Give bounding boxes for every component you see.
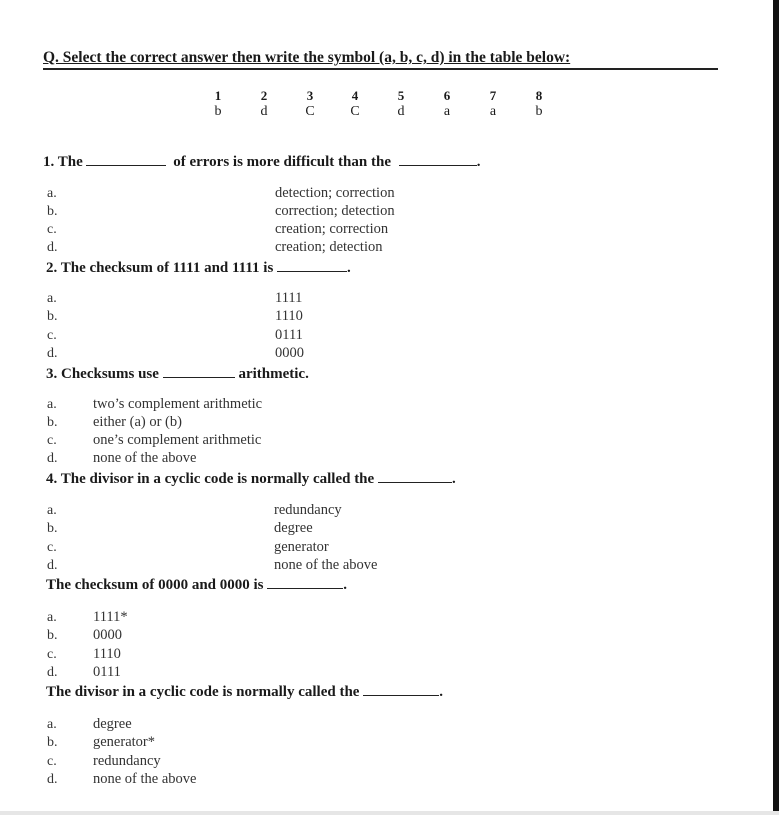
option-text: one’s complement arithmetic (93, 432, 262, 448)
option-label: d. (47, 772, 58, 787)
option-text: degree (274, 520, 313, 536)
answer-table-number: 5 (397, 88, 405, 103)
answer-table-answer: C (305, 104, 315, 119)
option-text: degree (93, 716, 132, 732)
option-label: c. (47, 328, 57, 343)
option-text: correction; detection (275, 203, 395, 219)
option-label: d. (47, 240, 58, 255)
answer-table-number: 4 (351, 88, 359, 103)
answer-table-answer: b (214, 104, 222, 119)
question-text: . (476, 154, 481, 170)
option-label: b. (47, 415, 58, 430)
question-text: The divisor in a cyclic code is normally called the (46, 684, 360, 700)
option-label: b. (47, 735, 58, 750)
option-label: a. (47, 503, 57, 518)
option-text: creation; correction (275, 221, 389, 237)
option-label: b. (47, 628, 58, 643)
answer-table-answer: d (260, 104, 268, 119)
option-label: a. (47, 186, 57, 201)
option-text: 1110 (93, 646, 121, 662)
option-text: 0000 (275, 345, 304, 361)
page-bottom-shade (0, 811, 779, 815)
option-label: b. (47, 204, 58, 219)
question-text: . (343, 577, 348, 593)
option-label: d. (47, 346, 58, 361)
question-text: 4. The divisor in a cyclic code is normally called the (46, 471, 375, 487)
question-5 (46, 576, 347, 594)
option-label: c. (47, 754, 57, 769)
option-text: redundancy (274, 502, 342, 518)
option-text: 0111 (93, 664, 121, 680)
option-text: 1111* (93, 609, 128, 625)
option-text: either (a) or (b) (93, 414, 182, 430)
question-text: . (451, 471, 456, 487)
option-label: c. (47, 540, 57, 555)
answer-blank (86, 153, 166, 166)
option-label: d. (47, 451, 58, 466)
option-text: two’s complement arithmetic (93, 396, 263, 412)
question-3 (46, 365, 309, 383)
answer-table-number: 6 (443, 88, 451, 103)
answer-table-answer: b (535, 104, 543, 119)
option-label: c. (47, 647, 57, 662)
question-4 (46, 470, 456, 488)
question-text: 1. The (43, 154, 83, 170)
option-text: 1111 (275, 290, 303, 306)
option-label: a. (47, 291, 57, 306)
answer-table-number: 7 (489, 88, 497, 103)
option-text: 0111 (275, 327, 303, 343)
answer-table-number: 3 (306, 88, 314, 103)
option-text: generator (274, 539, 329, 555)
question-text: 2. The checksum of 1111 and 1111 is (46, 260, 274, 276)
answer-blank (363, 683, 439, 696)
option-label: a. (47, 717, 57, 732)
question-1 (43, 153, 480, 171)
instructions-header: Q. Select the correct answer then write the symbol (a, b, c, d) in the table below: (43, 49, 571, 66)
option-label: b. (47, 521, 58, 536)
option-text: detection; correction (275, 185, 395, 201)
answer-table-number: 2 (260, 88, 268, 103)
page-edge (773, 0, 779, 815)
option-text: redundancy (93, 753, 161, 769)
option-label: a. (47, 397, 57, 412)
answer-blank (399, 153, 477, 166)
question-text: of errors is more difficult than the (173, 154, 391, 170)
option-text: none of the above (93, 771, 197, 787)
option-text: none of the above (93, 450, 197, 466)
answer-blank (163, 365, 235, 378)
option-text: 1110 (275, 308, 303, 324)
answer-table-answer: a (489, 104, 497, 119)
option-label: b. (47, 309, 58, 324)
option-label: d. (47, 558, 58, 573)
option-label: c. (47, 222, 57, 237)
question-text: . (439, 684, 443, 700)
question-6 (46, 683, 443, 701)
answer-blank (267, 576, 343, 589)
option-text: creation; detection (275, 239, 383, 255)
answer-blank (378, 470, 452, 483)
option-label: a. (47, 610, 57, 625)
question-text: arithmetic. (238, 366, 309, 382)
question-text: 3. Checksums use (46, 366, 159, 382)
question-text: The checksum of 0000 and 0000 is (46, 577, 264, 593)
option-label: d. (47, 665, 58, 680)
answer-table-answer: d (397, 104, 405, 119)
option-label: c. (47, 433, 57, 448)
option-text: generator* (93, 734, 155, 750)
answer-table-answer: a (443, 104, 451, 119)
answer-table-answer: C (350, 104, 360, 119)
option-text: 0000 (93, 627, 122, 643)
header-rule (43, 68, 718, 70)
question-text: . (347, 260, 351, 276)
answer-table-number: 8 (535, 88, 543, 103)
answer-table-number: 1 (214, 88, 222, 103)
question-2 (46, 259, 351, 277)
option-text: none of the above (274, 557, 378, 573)
answer-blank (277, 259, 347, 272)
